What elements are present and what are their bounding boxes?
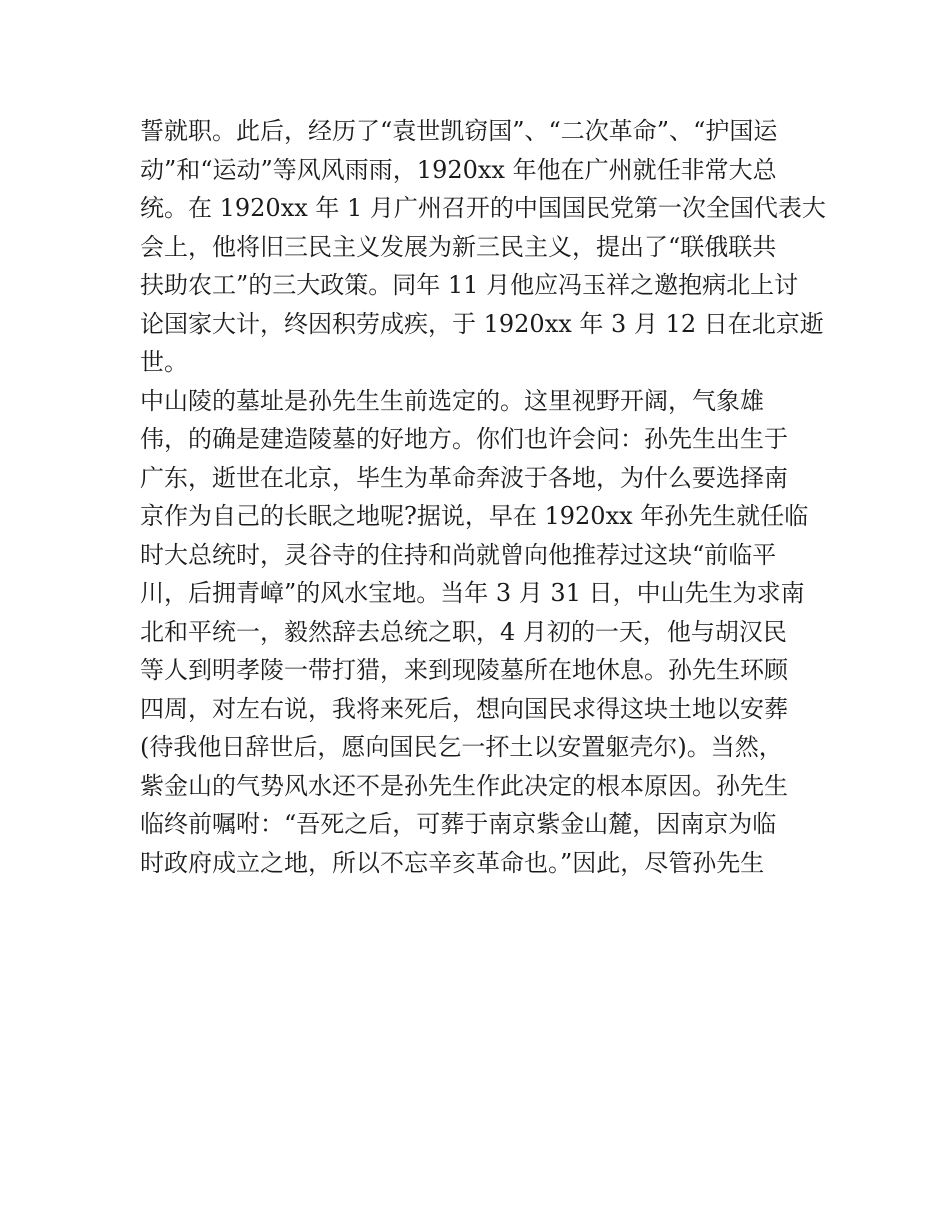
text-line: 伟，的确是建造陵墓的好地方。你们也许会问：孙先生出生于: [140, 425, 788, 453]
text-line: 川，后拥青嶂”的风水宝地。当年 3 月 31 日，中山先生为求南: [140, 579, 805, 607]
text-line: 时政府成立之地，所以不忘辛亥革命也。”因此，尽管孙先生: [140, 848, 765, 877]
text-line: 四周，对左右说，我将来死后，想向国民求得这块土地以安葬: [140, 694, 788, 723]
text-line: 动”和“运动”等风风雨雨，1920xx 年他在广州就任非常大总: [140, 155, 777, 184]
text-line: 北和平统一，毅然辞去总统之职，4 月初的一天，他与胡汉民: [140, 617, 787, 646]
text-line: 临终前嘱咐：“吾死之后，可葬于南京紫金山麓，因南京为临: [140, 810, 777, 838]
text-line: 会上，他将旧三民主义发展为新三民主义，提出了“联俄联共: [140, 232, 777, 261]
text-line: 时大总统时，灵谷寺的住持和尚就曾向他推荐过这块“前临平: [140, 540, 777, 569]
text-line: 世。: [140, 348, 188, 376]
text-line: 誓就职。此后，经历了“袁世凯窃国”、“二次革命”、“护国运: [140, 117, 778, 145]
document-body: [140, 112, 826, 882]
text-line: 等人到明孝陵一带打猎，来到现陵墓所在地休息。孙先生环顾: [140, 656, 788, 684]
text-line: 中山陵的墓址是孙先生生前选定的。这里视野开阔，气象雄: [140, 386, 764, 415]
text-line: 紫金山的气势风水还不是孙先生作此决定的根本原因。孙先生: [140, 771, 788, 800]
text-line: 扶助农工”的三大政策。同年 11 月他应冯玉祥之邀抱病北上讨: [140, 271, 799, 299]
text-line: 广东，逝世在北京，毕生为革命奔波于各地，为什么要选择南: [140, 463, 788, 492]
text-line: (待我他日辞世后，愿向国民乞一抔土以安置躯壳尔)。当然，: [140, 733, 783, 761]
text-line: 论国家大计，终因积劳成疾，于 1920xx 年 3 月 12 日在北京逝: [140, 309, 824, 338]
text-line: 京作为自己的长眠之地呢?据说，早在 1920xx 年孙先生就任临: [140, 502, 809, 530]
text-line: 统。在 1920xx 年 1 月广州召开的中国国民党第一次全国代表大: [140, 194, 826, 222]
